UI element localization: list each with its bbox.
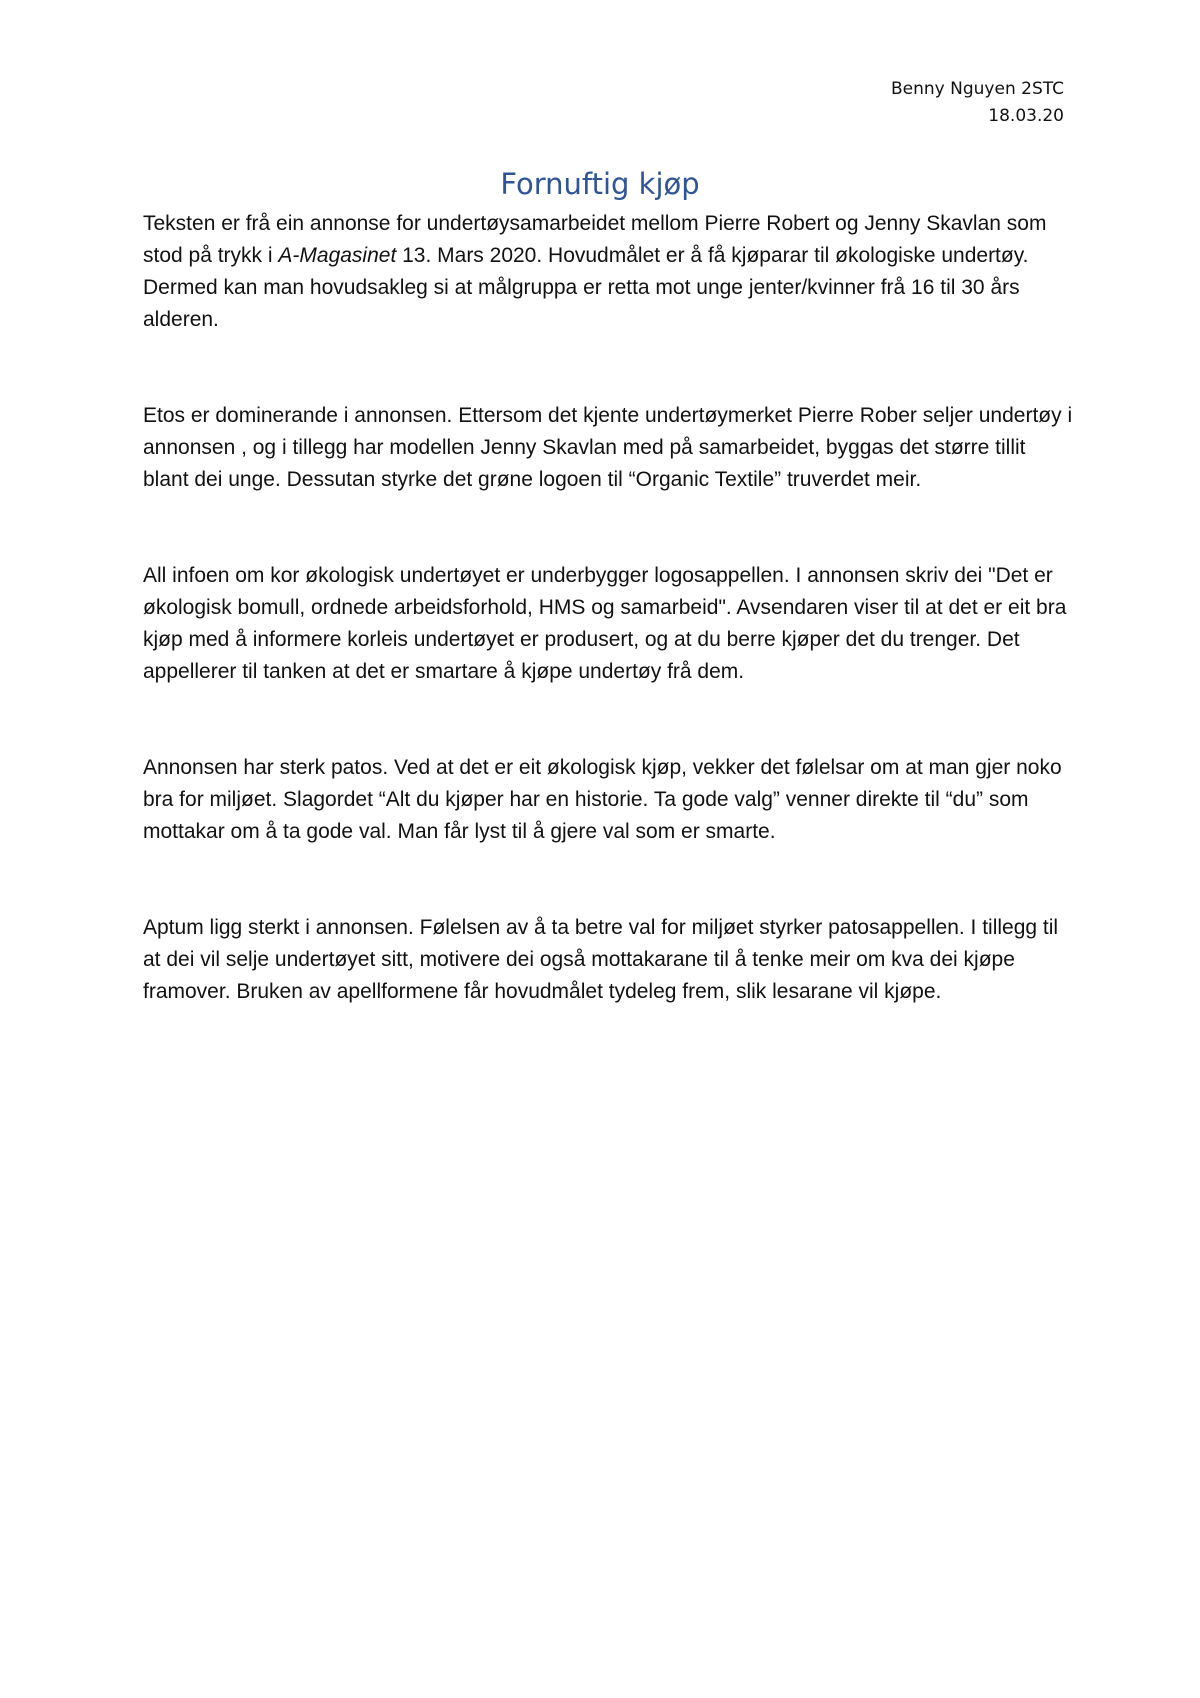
paragraph-intro-text-before: Teksten er frå ein annonse for undertøysamarbeidet mellom Pierre Robert og Jenny Skavlan som stod på trykk i — [143, 212, 1047, 267]
magazine-name: A-Magasinet — [278, 244, 397, 267]
page-title: Fornuftig kjøp — [500, 167, 700, 201]
paragraph-intro — [143, 208, 1073, 336]
author-class-line: Benny Nguyen 2STC — [891, 79, 1064, 99]
paragraph-aptum: Aptum ligg sterkt i annonsen. Følelsen av å ta betre val for miljøet styrker patosappellen. I tillegg til at dei vil selje undertøyet sitt, motivere dei også mottakarane til å tenke meir om kva dei kjøpe framover. Bruken av apellformene får hovudmålet tydeleg frem, slik lesarane vil kjøpe. — [143, 916, 1059, 1003]
date-line: 18.03.20 — [988, 106, 1064, 126]
document-body — [143, 208, 1073, 1072]
paragraph-etos: Etos er dominerande i annonsen. Ettersom det kjente undertøymerket Pierre Rober seljer undertøy i annonsen , og i tillegg har modellen Jenny Skavlan med på samarbeidet, byggas det større tillit blant dei unge. Dessutan styrke det grøne logoen til “Organic Textile” truverdet meir. — [143, 404, 1073, 491]
paragraph-intro-text-after: 13. Mars 2020. Hovudmålet er å få kjøparar til økologiske undertøy. Dermed kan man hovudsakleg si at målgruppa er retta mot unge jenter/kvinner frå 16 til 30 års alderen. — [143, 244, 1029, 331]
paragraph-patos: Annonsen har sterk patos. Ved at det er eit økologisk kjøp, vekker det følelsar om at man gjer noko bra for miljøet. Slagordet “Alt du kjøper har en historie. Ta gode valg” venner direkte til “du” som mottakar om å ta gode val. Man får lyst til å gjere val som er smarte. — [143, 756, 1062, 843]
document-header — [891, 76, 1064, 130]
paragraph-logos: All infoen om kor økologisk undertøyet er underbygger logosappellen. I annonsen skriv dei "Det er økologisk bomull, ordnede arbeidsforhold, HMS og samarbeid". Avsendaren viser til at det er eit bra kjøp med å informere korleis undertøyet er produsert, og at du berre kjøper det du trenger. Det appellerer til tanken at det er smartare å kjøpe undertøy frå dem. — [143, 564, 1067, 683]
